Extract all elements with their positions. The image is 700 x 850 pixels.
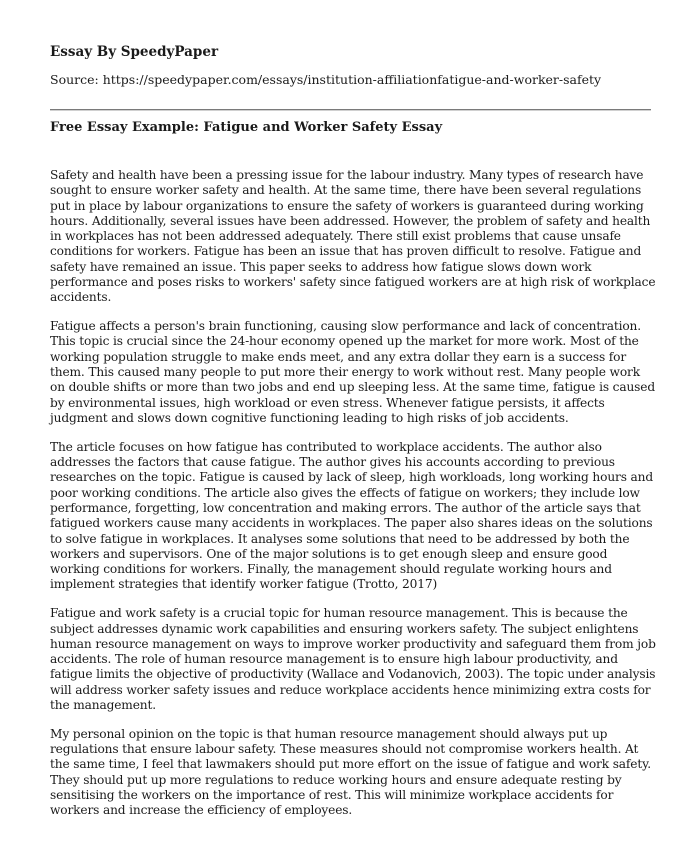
essay-title: Free Essay Example: Fatigue and Worker Safety Essay <box>50 120 443 135</box>
essay-paragraph-4: Fatigue and work safety is a crucial topic for human resource management. This is because the subject addresses dynamic work capabilities and ensuring workers safety. The subject enlightens human resource management on ways to improve worker productivity and safeguard them from job accidents. The role of human resource management is to ensure high labour productivity, and fatigue limits the objective of productivity (Wallace and Vodanovich, 2003). The topic under analysis will address worker safety issues and reduce workplace accidents hence minimizing extra costs for the management. <box>50 606 656 712</box>
essay-body <box>50 168 656 832</box>
header-divider <box>50 109 651 111</box>
essay-paragraph-3: The article focuses on how fatigue has contributed to workplace accidents. The author also addresses the factors that cause fatigue. The author gives his accounts according to previous researches on the topic. Fatigue is caused by lack of sleep, high workloads, long working hours and poor working conditions. The article also gives the effects of fatigue on workers; they include low performance, forgetting, low concentration and making errors. The author of the article says that fatigued workers cause many accidents in workplaces. The paper also shares ideas on the solutions to solve fatigue in workplaces. It analyses some solutions that need to be addressed by both the workers and supervisors. One of the major solutions is to get enough sleep and ensure good working conditions for workers. Finally, the management should regulate working hours and implement strategies that identify worker fatigue (Trotto, 2017) <box>50 439 653 592</box>
essay-paragraph-1: Safety and health have been a pressing issue for the labour industry. Many types of research have sought to ensure worker safety and health. At the same time, there have been several regulations put in place by labour organizations to ensure the safety of workers is guaranteed during working hours. Additionally, several issues have been addressed. However, the problem of safety and health in workplaces has not been addressed adequately. There still exist problems that cause unsafe conditions for workers. Fatigue has been an issue that has proven difficult to resolve. Fatigue and safety have remained an issue. This paper seeks to address how fatigue slows down work performance and poses risks to workers' safety since fatigued workers are at high risk of workplace accidents. <box>50 168 656 305</box>
source-line: Source: https://speedypaper.com/essays/institution-affiliationfatigue-and-worker-safety <box>50 72 602 87</box>
essay-paragraph-5: My personal opinion on the topic is that human resource management should always put up regulations that ensure labour safety. These measures should not compromise workers health. At the same time, I feel that lawmakers should put more effort on the issue of fatigue and work safety. They should put up more regulations to reduce working hours and ensure adequate resting by sensitising the workers on the importance of rest. This will minimize workplace accidents for workers and increase the efficiency of employees. <box>50 726 651 818</box>
essay-paragraph-2: Fatigue affects a person's brain functioning, causing slow performance and lack of concentration. This topic is crucial since the 24-hour economy opened up the market for more work. Most of the working population struggle to make ends meet, and any extra dollar they earn is a success for them. This caused many people to put more their energy to work without rest. Many people work on double shifts or more than two jobs and end up sleeping less. At the same time, fatigue is caused by environmental issues, high workload or even stress. Whenever fatigue persists, it affects judgment and slows down cognitive functioning leading to high risks of job accidents. <box>50 319 655 425</box>
document-header-title: Essay By SpeedyPaper <box>50 44 219 60</box>
